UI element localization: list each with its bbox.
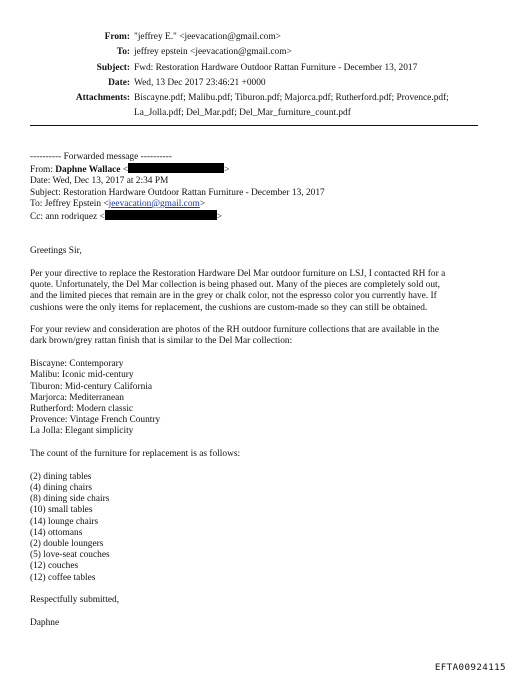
header-date-row [0,76,512,91]
forwarded-from [30,163,480,176]
list-item: La Jolla: Elegant simplicity [30,426,134,437]
collections-list [30,359,480,437]
list-item: (12) coffee tables [30,572,96,583]
list-item: (5) love-seat couches [30,550,110,561]
paragraph-1 [30,269,480,314]
from-value: "jeffrey E." <jeevacation@gmail.com> [134,32,281,42]
email-header [0,30,512,122]
forwarded-subject: Subject: Restoration Hardware Outdoor Rattan Furniture - December 13, 2017 [30,187,325,198]
forwarded-cc [30,210,480,223]
closing: Respectfully submitted, [30,595,120,606]
count-intro: The count of the furniture for replacement is as follows: [30,449,241,460]
list-item: (14) lounge chairs [30,516,99,527]
paragraph-2 [30,325,480,347]
attachments-line: Biscayne.pdf; Malibu.pdf; Tiburon.pdf; Majorca.pdf; Rutherford.pdf; Provence.pdf; [134,93,449,104]
forwarded-from-open: < [122,165,129,176]
forwarded-to [30,199,480,210]
header-attachments-row [0,91,512,122]
paragraph-line: quote. Unfortunately, the Del Mar collection is being phased out. Many of the pieces are completely sold out, [30,280,440,291]
signature: Daphne [30,618,60,628]
bates-number: EFTA00924115 [434,662,506,673]
to-value: jeffrey epstein <jeevacation@gmail.com> [134,47,292,58]
forwarded-to-email-link[interactable]: jeevacation@gmail.com [108,198,200,209]
subject-value: Fwd: Restoration Hardware Outdoor Rattan Furniture - December 13, 2017 [134,62,418,73]
greeting: Greetings Sir, [30,246,82,257]
header-to-row [0,45,512,60]
forwarded-cc-prefix: Cc: ann rodriquez < [30,212,105,223]
forwarded-to-suffix: > [199,198,206,209]
forwarded-from-name: Daphne Wallace [55,165,121,176]
list-item: Marjorca: Mediterranean [30,392,124,403]
forwarded-from-close: > [224,165,230,176]
date-value: Wed, 13 Dec 2017 23:46:21 +0000 [134,77,266,88]
list-item: (4) dining chairs [30,482,92,493]
furniture-count-list [30,472,480,584]
redaction-block [105,210,217,220]
forwarded-title: ---------- Forwarded message ---------- [30,152,172,162]
list-item: Tiburon: Mid-century California [30,381,153,392]
attachments-value [134,91,474,122]
header-from-row [0,30,512,45]
list-item: Rutherford: Modern classic [30,403,134,414]
attachments-line: La_Jolla.pdf; Del_Mar.pdf; Del_Mar_furniture_count.pdf [134,108,351,119]
paragraph-line: dark brown/grey rattan finish that is similar to the Del Mar collection: [30,336,293,347]
list-item: (2) dining tables [30,471,92,482]
paragraph-line: and the limited pieces that remain are in the grey or chalk color, not the espresso color you currently have. If [30,291,437,302]
list-item: Malibu: Iconic mid-century [30,370,134,381]
paragraph-line: For your review and consideration are photos of the RH outdoor furniture collections that are available in the [30,325,439,336]
list-item: (12) couches [30,561,79,572]
attachments-label: Attachments: [75,93,130,104]
redaction-block [128,163,224,173]
list-item: (10) small tables [30,505,93,516]
header-divider [30,125,478,126]
forwarded-to-prefix: To: Jeffrey Epstein < [30,198,109,209]
email-body [30,152,480,629]
from-label: From: [104,32,130,42]
list-item: (8) dining side chairs [30,494,110,505]
forwarded-date: Date: Wed, Dec 13, 2017 at 2:34 PM [30,176,169,187]
list-item: (2) double loungers [30,538,104,549]
list-item: Biscayne: Contemporary [30,359,124,370]
header-subject-row [0,61,512,76]
to-label: To: [116,47,130,58]
date-label: Date: [108,77,130,88]
list-item: (14) ottomans [30,527,83,538]
forwarded-from-label: From: [30,165,53,176]
list-item: Provence: Vintage French Country [30,415,161,426]
forwarded-cc-suffix: > [216,212,223,223]
paragraph-line: cushions were the only items for replacement, the cushions are custom-made so they can still be obtained. [30,302,428,313]
paragraph-line: Per your directive to replace the Restoration Hardware Del Mar outdoor furniture on LSJ, I contacted RH for a [30,268,446,279]
subject-label: Subject: [96,62,130,73]
